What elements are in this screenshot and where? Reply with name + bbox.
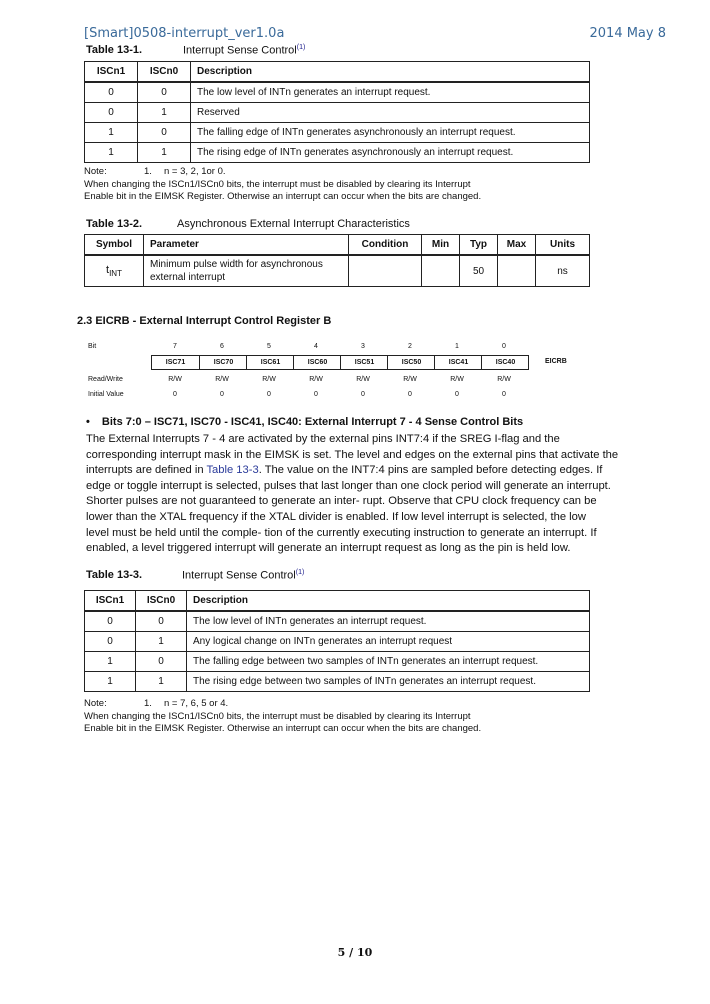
note-line: Enable bit in the EIMSK Register. Otherwise an interrupt can occur when the bits are changed. (84, 191, 482, 202)
init-row-label: Initial Value (88, 391, 124, 398)
note-line: When changing the ISCn1/ISCn0 bits, the interrupt must be disabled by clearing its Interrupt (84, 710, 471, 722)
table1-label: Table 13-1. (86, 44, 143, 56)
bit-row-label: Bit (88, 343, 97, 350)
table-cell: 1 (138, 143, 191, 163)
table3-header: Description (187, 591, 590, 612)
paragraph-line: The External Interrupts 7 - 4 are activated by the external pins INT7:4 if the SREG I-flag and the (86, 433, 560, 445)
init-value: 0 (314, 391, 318, 398)
table3-title: Interrupt Sense Control (182, 569, 296, 582)
bit-field-name: ISC61 (246, 356, 294, 369)
paragraph-line: enabled, a level triggered interrupt will generate an interrupt request as long as the pin is held low. (86, 542, 571, 555)
table-cell: The low level of INTn generates an interrupt request. (191, 82, 590, 103)
bit-number: 6 (220, 343, 224, 350)
table3-caption (86, 569, 305, 582)
table-cell: 0 (85, 82, 138, 103)
init-value: 0 (361, 391, 365, 398)
note-label: Note: (84, 698, 107, 709)
table-cell: 0 (138, 82, 191, 103)
page-number: 5 / 10 (337, 946, 373, 959)
table-cell: The falling edge of INTn generates asynchronously an interrupt request. (191, 123, 590, 143)
paragraph-line: lower than the XTAL frequency if the XTAL divider is enabled. If low level interrupt is selected, the low (86, 510, 586, 523)
bit-field-name: ISC51 (340, 356, 388, 369)
document-header-date: 2014 May 8 (589, 26, 666, 41)
bit-number: 1 (455, 343, 459, 350)
table-cell: 0 (138, 123, 191, 143)
table-row (85, 255, 590, 287)
rw-value: R/W (403, 376, 417, 383)
symbol-cell: $t_{INT}$ (85, 255, 144, 287)
note-label: Note: (84, 166, 107, 177)
init-value: 0 (267, 391, 271, 398)
bit-field-name: ISC40 (481, 356, 529, 369)
table2-header: Parameter (144, 235, 349, 256)
table1-title: Interrupt Sense Control (183, 44, 297, 57)
rw-value: R/W (262, 376, 276, 383)
paragraph-line: Shorter pulses are not guaranteed to generate an inter- rupt. Observe that CPU clock frequency can be (86, 495, 597, 508)
paragraph-line: edge or toggle interrupt is selected, pulses that last longer than one clock period will generate an interrupt. (86, 479, 611, 492)
bullet-icon: • (86, 416, 90, 428)
table-cell: 1 (85, 143, 138, 163)
table-cell: Reserved (191, 103, 590, 123)
table3-header-row (85, 591, 590, 612)
table-cell: 1 (85, 652, 136, 672)
table1-header: ISCn1 (85, 62, 138, 83)
table-cell: 0 (85, 611, 136, 632)
init-value: 0 (408, 391, 412, 398)
table3-header: ISCn1 (85, 591, 136, 612)
table3-footnote-ref: (1) (295, 569, 305, 576)
table-cell: 1 (85, 672, 136, 692)
section-heading: 2.3 EICRB - External Interrupt Control Register B (77, 315, 332, 327)
rw-value: R/W (450, 376, 464, 383)
table2-header: Max (498, 235, 536, 256)
register-bit-fields (151, 355, 529, 370)
rw-value: R/W (168, 376, 182, 383)
table-row (85, 632, 590, 652)
table1-footnote-ref: (1) (296, 44, 306, 51)
register-name: EICRB (545, 358, 567, 365)
rw-value: R/W (497, 376, 511, 383)
bit-number: 7 (173, 343, 177, 350)
bits-description-paragraph (86, 432, 666, 557)
table2-title: Asynchronous External Interrupt Characteristics (177, 218, 410, 230)
init-value: 0 (220, 391, 224, 398)
paragraph-line: interrupts are defined in Table 13-3. The value on the INT7:4 pins are sampled before detecting edges. If (86, 464, 603, 477)
table-row (85, 143, 590, 163)
table1 (84, 61, 590, 163)
bit-number: 3 (361, 343, 365, 350)
note-text: n = 3, 2, 1or 0. (164, 166, 226, 177)
table3-label: Table 13-3. (86, 569, 143, 581)
table2-header: Typ (460, 235, 498, 256)
table-13-3-link[interactable]: Table 13-3 (206, 464, 259, 477)
table3-note (84, 698, 644, 736)
table-cell: The rising edge of INTn generates asynchronously an interrupt request. (191, 143, 590, 163)
table1-caption (86, 44, 306, 57)
table-row (85, 123, 590, 143)
table-row (85, 611, 590, 632)
table-cell: The falling edge between two samples of INTn generates an interrupt request. (187, 652, 590, 672)
table-cell: The rising edge between two samples of INTn generates an interrupt request. (187, 672, 590, 692)
table2-header: Condition (349, 235, 422, 256)
document-header-title: [Smart]0508-interrupt_ver1.0a (84, 26, 285, 41)
init-value: 0 (502, 391, 506, 398)
table-cell: 1 (136, 672, 187, 692)
rw-value: R/W (215, 376, 229, 383)
note-line: Enable bit in the EIMSK Register. Otherwise an interrupt can occur when the bits are changed. (84, 723, 482, 734)
bit-number: 5 (267, 343, 271, 350)
note-line: When changing the ISCn1/ISCn0 bits, the interrupt must be disabled by clearing its Interrupt (84, 178, 471, 190)
table-cell: 0 (136, 611, 187, 632)
condition-cell (349, 255, 422, 287)
init-value: 0 (455, 391, 459, 398)
parameter-cell: Minimum pulse width for asynchronous external interrupt (144, 255, 349, 287)
bullet-heading: • Bits 7:0 – ISC71, ISC70 - ISC41, ISC40: External Interrupt 7 - 4 Sense Control Bits (86, 416, 524, 428)
typ-cell: 50 (460, 255, 498, 287)
table3-header: ISCn0 (136, 591, 187, 612)
table-cell: 0 (85, 103, 138, 123)
paragraph-line: level must be held until the comple- tion of the currently executing instruction to generate an interrupt. If (86, 526, 597, 539)
bit-field-name: ISC50 (387, 356, 435, 369)
table1-header: ISCn0 (138, 62, 191, 83)
table-cell: Any logical change on INTn generates an interrupt request (187, 632, 590, 652)
bit-number: 2 (408, 343, 412, 350)
table3 (84, 590, 590, 692)
bit-number: 4 (314, 343, 318, 350)
bit-field-name: ISC71 (165, 359, 186, 366)
rw-value: R/W (356, 376, 370, 383)
table-row (85, 82, 590, 103)
table1-header-row (85, 62, 590, 83)
table-row (85, 103, 590, 123)
note-text: n = 7, 6, 5 or 4. (164, 698, 229, 709)
table2-header-row (85, 235, 590, 256)
init-value: 0 (173, 391, 177, 398)
note-number: 1. (144, 166, 152, 177)
table-cell: 1 (136, 632, 187, 652)
table2-caption (86, 218, 410, 230)
table2 (84, 234, 590, 287)
max-cell (498, 255, 536, 287)
table-cell: 0 (136, 652, 187, 672)
table-cell: 1 (138, 103, 191, 123)
table1-header: Description (191, 62, 590, 83)
rw-row-label: Read/Write (88, 376, 123, 383)
table2-header: Units (536, 235, 590, 256)
bit-number: 0 (502, 343, 506, 350)
min-cell (422, 255, 460, 287)
table-cell: 1 (85, 123, 138, 143)
bit-field-name: ISC60 (293, 356, 341, 369)
table2-label: Table 13-2. (86, 218, 143, 230)
bit-field-name: ISC70 (199, 356, 247, 369)
table2-header: Symbol (85, 235, 144, 256)
paragraph-line: corresponding interrupt mask in the EIMSK is set. The level and edges on the external pins that activate the (86, 448, 619, 461)
note-number: 1. (144, 698, 152, 709)
table1-note (84, 166, 644, 204)
table2-header: Min (422, 235, 460, 256)
rw-value: R/W (309, 376, 323, 383)
table-row (85, 672, 590, 692)
table-row (85, 652, 590, 672)
table-cell: The low level of INTn generates an interrupt request. (187, 611, 590, 632)
bit-field-name: ISC41 (434, 356, 482, 369)
table-cell: 0 (85, 632, 136, 652)
units-cell: ns (536, 255, 590, 287)
